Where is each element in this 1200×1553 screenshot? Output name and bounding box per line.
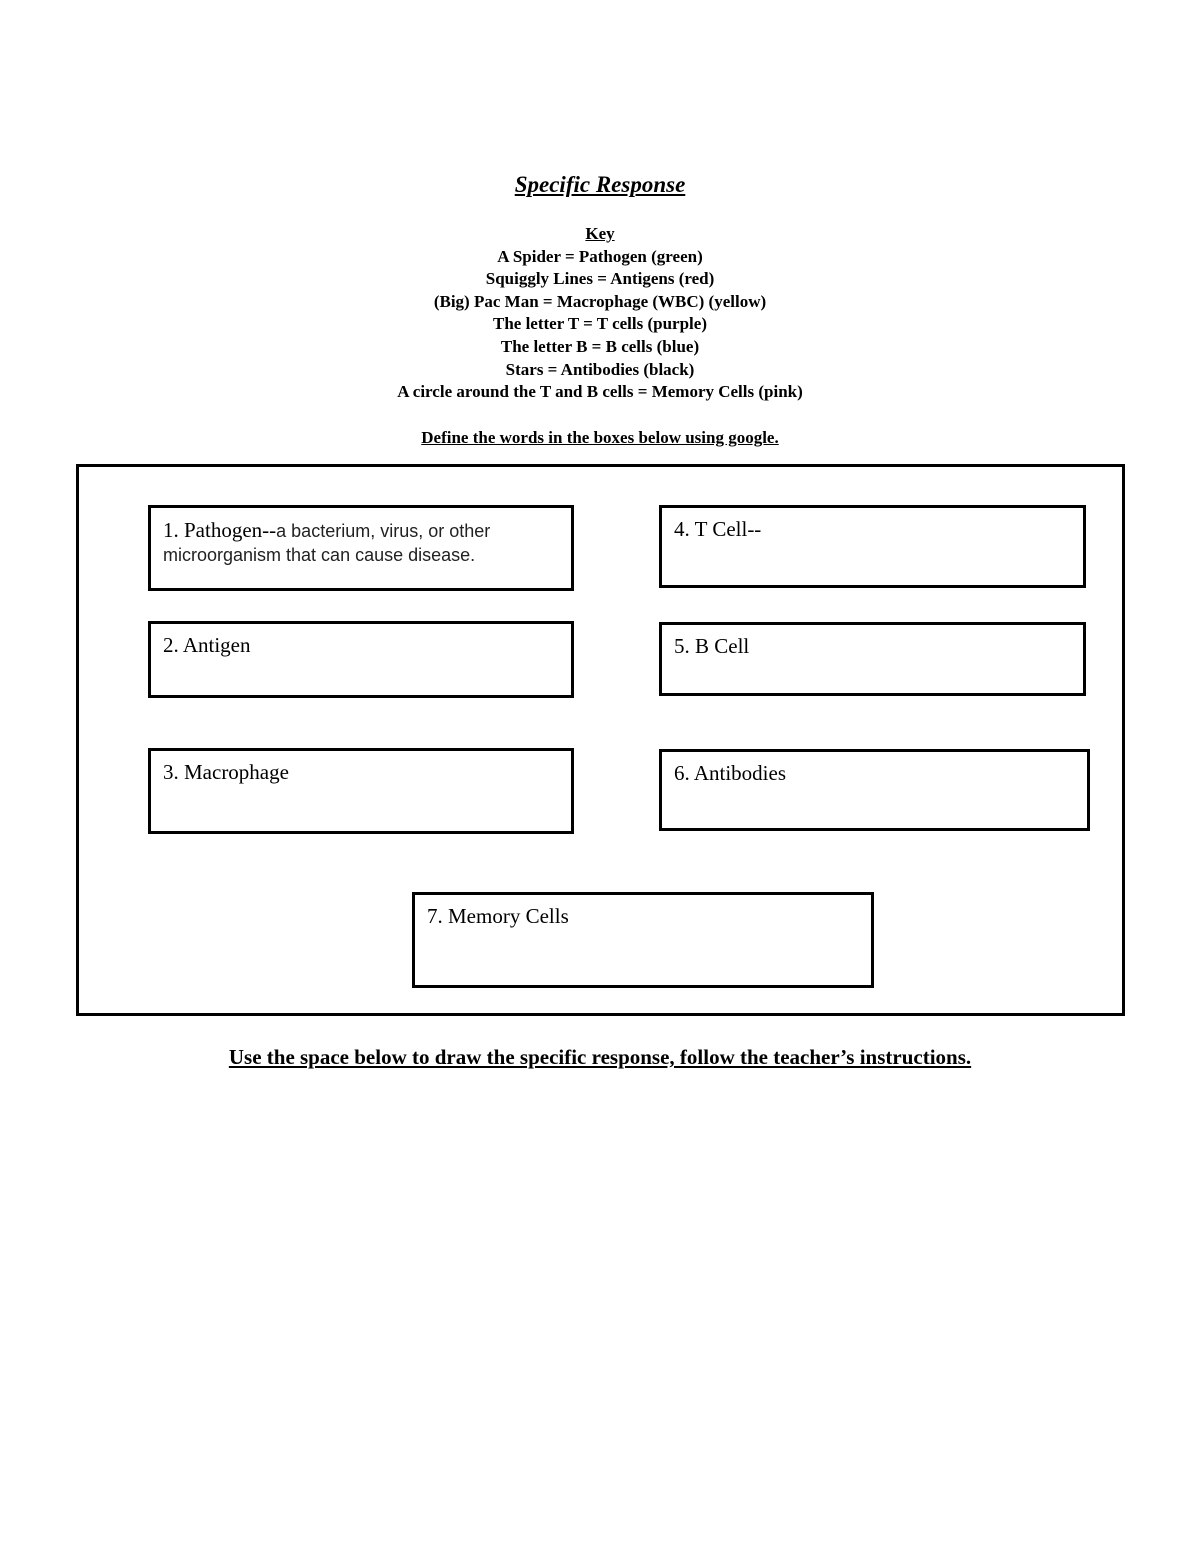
page-title: Specific Response: [514, 172, 686, 197]
term-label: 2. Antigen: [163, 633, 251, 657]
term-box-antigen[interactable]: [148, 621, 574, 698]
key-section: [0, 223, 1200, 404]
key-item-pathogen: A Spider = Pathogen (green): [497, 246, 703, 266]
term-box-antibodies[interactable]: [659, 749, 1090, 831]
term-box-pathogen[interactable]: [148, 505, 574, 591]
key-item-memory-cells: A circle around the T and B cells = Memory Cells (pink): [397, 382, 803, 402]
term-label: 6. Antibodies: [674, 761, 787, 785]
term-box-t-cell[interactable]: [659, 505, 1086, 588]
term-label: 3. Macrophage: [163, 760, 289, 784]
key-item-antibodies: Stars = Antibodies (black): [505, 359, 695, 379]
term-definition: a bacterium, virus, or other microorganism that can cause disease.: [163, 521, 491, 565]
term-box-macrophage[interactable]: [148, 748, 574, 834]
key-heading: Key: [585, 224, 615, 243]
term-box-b-cell[interactable]: [659, 622, 1086, 696]
term-label: 5. B Cell: [674, 634, 750, 658]
draw-instruction: Use the space below to draw the specific response, follow the teacher’s instructions.: [228, 1045, 972, 1069]
term-label: 4. T Cell--: [674, 517, 762, 541]
key-item-b-cells: The letter B = B cells (blue): [500, 336, 700, 356]
define-instruction: Define the words in the boxes below using google.: [421, 428, 779, 447]
term-box-memory-cells[interactable]: [412, 892, 874, 988]
term-label: 1. Pathogen--: [163, 518, 277, 542]
key-item-antigens: Squiggly Lines = Antigens (red): [485, 269, 715, 289]
key-item-macrophage: (Big) Pac Man = Macrophage (WBC) (yellow): [433, 291, 767, 311]
key-item-t-cells: The letter T = T cells (purple): [492, 314, 707, 334]
term-label: 7. Memory Cells: [427, 904, 569, 928]
